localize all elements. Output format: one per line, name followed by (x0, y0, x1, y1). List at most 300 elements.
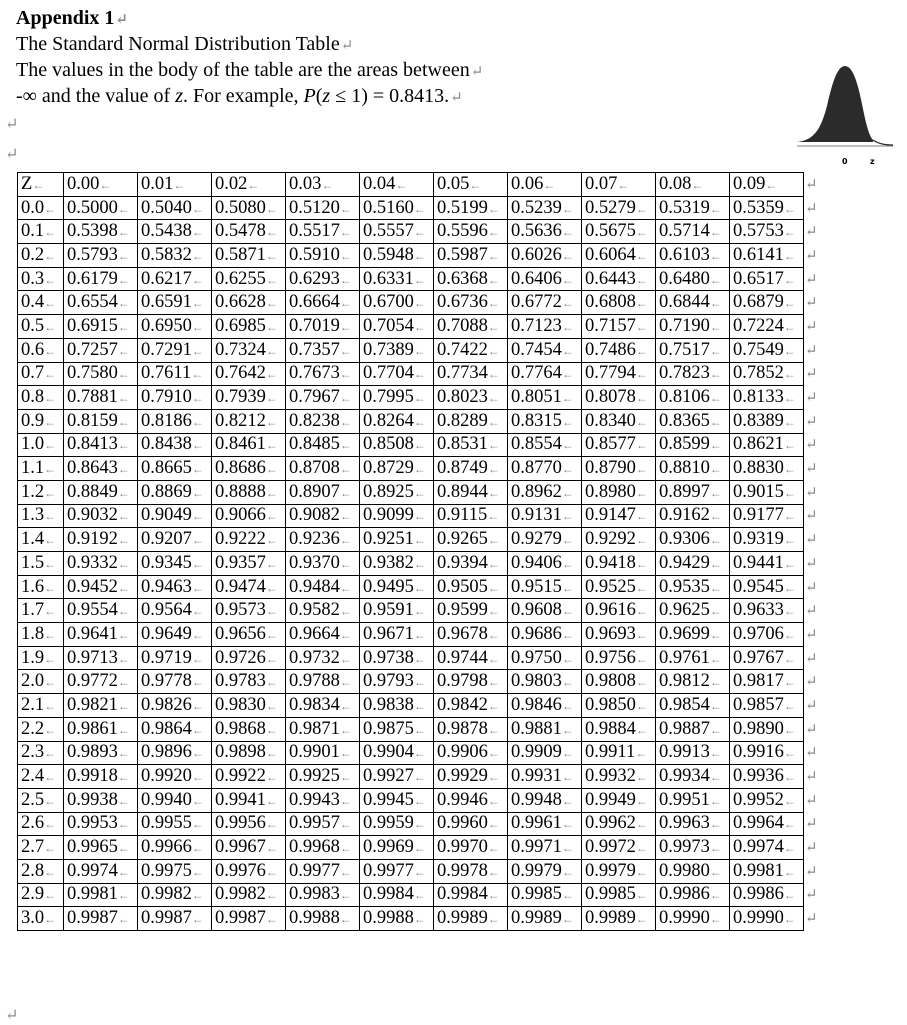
cell-end-mark: ← (783, 225, 796, 240)
table-cell: 0.8461← (212, 433, 286, 457)
table-cell: 0.5239← (508, 196, 582, 220)
cell-end-mark: ← (32, 177, 45, 192)
table-cell: 0.9956← (212, 812, 286, 836)
table-cell: 0.7794← (582, 362, 656, 386)
table-cell: 0.7389← (360, 338, 434, 362)
table-cell: 0.9463← (138, 575, 212, 599)
table-cell: 0.9979← (508, 859, 582, 883)
table-cell: 0.9608← (508, 599, 582, 623)
cell-end-mark: ← (635, 912, 648, 927)
table-cell: 0.9162← (656, 504, 730, 528)
table-cell: 0.6844← (656, 291, 730, 315)
cell-end-mark: ← (44, 651, 57, 666)
cell-end-mark: ← (783, 746, 796, 761)
cell-end-mark: ← (265, 580, 278, 595)
row-end-mark: ↵ (805, 816, 818, 833)
cell-end-mark: ← (487, 817, 500, 832)
table-cell: 0.8849← (64, 480, 138, 504)
table-cell: 0.6480← (656, 267, 730, 291)
cell-end-mark: ← (117, 414, 130, 429)
cell-end-mark: ← (339, 627, 352, 642)
cell-end-mark: ← (783, 817, 796, 832)
table-cell: 0.9535← (656, 575, 730, 599)
table-cell: 0.9953← (64, 812, 138, 836)
cell-end-mark: ← (117, 319, 130, 334)
table-cell: 0.8340← (582, 409, 656, 433)
cell-end-mark: ← (709, 485, 722, 500)
cell-end-mark: ← (339, 698, 352, 713)
cell-end-mark: ← (709, 367, 722, 382)
cell-end-mark: ← (191, 201, 204, 216)
table-cell: 0.7910← (138, 386, 212, 410)
table-cell: 0.8869← (138, 480, 212, 504)
column-header: 0.05← (434, 173, 508, 197)
table-cell: 0.9940← (138, 788, 212, 812)
table-cell: 0.5080← (212, 196, 286, 220)
cell-end-mark: ← (44, 746, 57, 761)
table-cell: 0.6736← (434, 291, 508, 315)
cell-end-mark: ← (265, 533, 278, 548)
table-cell: 0.9345← (138, 552, 212, 576)
table-cell: 0.9974← (730, 836, 804, 860)
cell-end-mark: ← (265, 225, 278, 240)
description-line-2: -∞ and the value of z. For example, P(z ≤ 1) = 0.8413.↵ (16, 85, 463, 107)
table-cell: 0.9066← (212, 504, 286, 528)
cell-end-mark: ← (191, 698, 204, 713)
cell-end-mark: ← (44, 248, 57, 263)
cell-end-mark: ← (783, 627, 796, 642)
cell-end-mark: ← (191, 343, 204, 358)
table-header-row (18, 173, 820, 197)
table-cell: 0.9918← (64, 765, 138, 789)
table-cell: 0.9976← (212, 859, 286, 883)
cell-end-mark: ← (487, 201, 500, 216)
table-cell: 0.9515← (508, 575, 582, 599)
cell-end-mark: ← (487, 675, 500, 690)
table-cell: 0.8944← (434, 480, 508, 504)
table-cell: 0.9370← (286, 552, 360, 576)
table-cell: 0.9984← (434, 883, 508, 907)
table-row (18, 859, 820, 883)
cell-end-mark: ← (413, 793, 426, 808)
table-cell: 0.9236← (286, 528, 360, 552)
table-cell: 0.9984← (360, 883, 434, 907)
cell-end-mark: ← (487, 770, 500, 785)
table-cell: 0.8554← (508, 433, 582, 457)
table-cell: 0.9951← (656, 788, 730, 812)
table-cell: 0.8577← (582, 433, 656, 457)
cell-end-mark: ← (191, 604, 204, 619)
cell-end-mark: ← (561, 722, 574, 737)
cell-end-mark: ← (783, 319, 796, 334)
cell-end-mark: ← (117, 817, 130, 832)
cell-end-mark: ← (191, 509, 204, 524)
cell-end-mark: ← (191, 746, 204, 761)
cell-end-mark: ← (44, 414, 57, 429)
row-end-mark: ↵ (805, 224, 818, 241)
table-cell: 0.9913← (656, 741, 730, 765)
cell-end-mark: ← (561, 462, 574, 477)
row-end-mark: ↵ (805, 603, 818, 620)
table-cell: 0.9292← (582, 528, 656, 552)
table-cell: 0.9931← (508, 765, 582, 789)
table-cell: 0.9633← (730, 599, 804, 623)
table-cell: 0.9932← (582, 765, 656, 789)
column-header: 0.06← (508, 173, 582, 197)
cell-end-mark: ← (561, 841, 574, 856)
table-cell: 0.9625← (656, 599, 730, 623)
table-cell: 0.9979← (582, 859, 656, 883)
cell-end-mark: ← (413, 556, 426, 571)
cell-end-mark: ← (191, 651, 204, 666)
table-cell: 0.9878← (434, 717, 508, 741)
table-cell: 0.9929← (434, 765, 508, 789)
table-cell: 0.7291← (138, 338, 212, 362)
cell-end-mark: ← (413, 888, 426, 903)
table-cell: 0.9686← (508, 623, 582, 647)
cell-end-mark: ← (635, 864, 648, 879)
cell-end-mark: ← (339, 912, 352, 927)
cell-end-mark: ← (339, 296, 352, 311)
cell-end-mark: ← (339, 817, 352, 832)
cell-end-mark: ← (561, 319, 574, 334)
cell-end-mark: ← (117, 367, 130, 382)
cell-end-mark: ← (561, 225, 574, 240)
table-cell: 0.9946← (434, 788, 508, 812)
table-cell: 0.9115← (434, 504, 508, 528)
table-cell: 0.9525← (582, 575, 656, 599)
table-cell: 0.9982← (138, 883, 212, 907)
row-z-value: 1.0← (18, 433, 64, 457)
cell-end-mark: ← (339, 391, 352, 406)
cell-end-mark: ← (339, 533, 352, 548)
table-cell: 0.9830← (212, 694, 286, 718)
table-cell: 0.9474← (212, 575, 286, 599)
table-cell: 0.9732← (286, 646, 360, 670)
row-z-value: 3.0← (18, 907, 64, 931)
table-cell: 0.9961← (508, 812, 582, 836)
cell-end-mark: ← (117, 864, 130, 879)
cell-end-mark: ← (44, 912, 57, 927)
table-cell: 0.8888← (212, 480, 286, 504)
row-z-value: 1.5← (18, 552, 64, 576)
cell-end-mark: ← (265, 888, 278, 903)
cell-end-mark: ← (265, 319, 278, 334)
cell-end-mark: ← (709, 225, 722, 240)
table-cell: 0.8365← (656, 409, 730, 433)
table-cell: 0.9798← (434, 670, 508, 694)
cell-end-mark: ← (413, 746, 426, 761)
table-row (18, 196, 820, 220)
table-cell: 0.8023← (434, 386, 508, 410)
table-cell: 0.5517← (286, 220, 360, 244)
row-z-value: 1.1← (18, 457, 64, 481)
cell-end-mark: ← (265, 462, 278, 477)
table-row (18, 457, 820, 481)
table-cell: 0.7939← (212, 386, 286, 410)
row-end-mark: ↵ (805, 461, 818, 478)
cell-end-mark: ← (783, 485, 796, 500)
cell-end-mark: ← (783, 391, 796, 406)
table-cell: 0.9049← (138, 504, 212, 528)
cell-end-mark: ← (709, 864, 722, 879)
table-cell: 0.5040← (138, 196, 212, 220)
table-cell: 0.8643← (64, 457, 138, 481)
cell-end-mark: ← (117, 438, 130, 453)
cell-end-mark: ← (117, 793, 130, 808)
cell-end-mark: ← (561, 272, 574, 287)
cell-end-mark: ← (265, 343, 278, 358)
cell-end-mark: ← (265, 485, 278, 500)
cell-end-mark: ← (709, 746, 722, 761)
cell-end-mark: ← (783, 248, 796, 263)
cell-end-mark: ← (265, 817, 278, 832)
cell-end-mark: ← (191, 225, 204, 240)
cell-end-mark: ← (339, 272, 352, 287)
cell-end-mark: ← (561, 509, 574, 524)
paragraph-mark: ↵ (450, 90, 463, 106)
cell-end-mark: ← (487, 509, 500, 524)
cell-end-mark: ← (413, 770, 426, 785)
table-cell: 0.8708← (286, 457, 360, 481)
cell-end-mark: ← (191, 272, 204, 287)
table-cell: 0.9973← (656, 836, 730, 860)
table-cell: 0.9975← (138, 859, 212, 883)
cell-end-mark: ← (117, 651, 130, 666)
cell-end-mark: ← (709, 296, 722, 311)
cell-end-mark: ← (561, 817, 574, 832)
table-row (18, 291, 820, 315)
cell-end-mark: ← (413, 698, 426, 713)
row-z-value: 0.7← (18, 362, 64, 386)
table-cell: 0.9898← (212, 741, 286, 765)
table-cell: 0.9990← (730, 907, 804, 931)
table-cell: 0.5793← (64, 244, 138, 268)
cell-end-mark: ← (709, 817, 722, 832)
cell-end-mark: ← (191, 391, 204, 406)
table-row (18, 528, 820, 552)
table-cell: 0.6103← (656, 244, 730, 268)
table-cell: 0.9826← (138, 694, 212, 718)
cell-end-mark: ← (635, 698, 648, 713)
cell-end-mark: ← (191, 438, 204, 453)
cell-end-mark: ← (487, 367, 500, 382)
cell-end-mark: ← (635, 414, 648, 429)
cell-end-mark: ← (339, 746, 352, 761)
cell-end-mark: ← (709, 841, 722, 856)
table-cell: 0.9972← (582, 836, 656, 860)
cell-end-mark: ← (117, 272, 130, 287)
table-cell: 0.8186← (138, 409, 212, 433)
row-z-value: 2.4← (18, 765, 64, 789)
cell-end-mark: ← (709, 319, 722, 334)
cell-end-mark: ← (191, 533, 204, 548)
table-cell: 0.9452← (64, 575, 138, 599)
cell-end-mark: ← (709, 248, 722, 263)
cell-end-mark: ← (191, 414, 204, 429)
row-z-value: 1.2← (18, 480, 64, 504)
row-z-value: 2.3← (18, 741, 64, 765)
table-cell: 0.5319← (656, 196, 730, 220)
cell-end-mark: ← (487, 225, 500, 240)
table-row (18, 883, 820, 907)
table-cell: 0.9495← (360, 575, 434, 599)
table-cell: 0.9649← (138, 623, 212, 647)
table-cell: 0.8830← (730, 457, 804, 481)
cell-end-mark: ← (635, 604, 648, 619)
table-cell: 0.7517← (656, 338, 730, 362)
cell-end-mark: ← (265, 367, 278, 382)
table-row (18, 220, 820, 244)
table-cell: 0.9968← (286, 836, 360, 860)
cell-end-mark: ← (191, 722, 204, 737)
table-cell: 0.8078← (582, 386, 656, 410)
cell-end-mark: ← (117, 201, 130, 216)
table-cell: 0.9767← (730, 646, 804, 670)
table-cell: 0.9938← (64, 788, 138, 812)
table-cell: 0.9916← (730, 741, 804, 765)
cell-end-mark: ← (635, 367, 648, 382)
row-z-value: 0.4← (18, 291, 64, 315)
cell-end-mark: ← (487, 438, 500, 453)
row-end-mark: ↵ (805, 271, 818, 288)
table-cell: 0.9977← (286, 859, 360, 883)
row-z-value: 1.8← (18, 623, 64, 647)
cell-end-mark: ← (709, 343, 722, 358)
table-cell: 0.6255← (212, 267, 286, 291)
cell-end-mark: ← (265, 438, 278, 453)
cell-end-mark: ← (783, 864, 796, 879)
table-cell: 0.6368← (434, 267, 508, 291)
table-cell: 0.8729← (360, 457, 434, 481)
cell-end-mark: ← (487, 533, 500, 548)
cell-end-mark: ← (635, 438, 648, 453)
row-end-mark: ↵ (805, 863, 818, 880)
cell-end-mark: ← (487, 793, 500, 808)
cell-end-mark: ← (265, 296, 278, 311)
cell-end-mark: ← (487, 651, 500, 666)
table-row (18, 338, 820, 362)
cell-end-mark: ← (339, 509, 352, 524)
cell-end-mark: ← (783, 533, 796, 548)
table-cell: 0.9857← (730, 694, 804, 718)
row-end-mark: ↵ (805, 555, 818, 572)
cell-end-mark: ← (783, 888, 796, 903)
cell-end-mark: ← (561, 438, 574, 453)
table-cell: 0.9418← (582, 552, 656, 576)
cell-end-mark: ← (117, 912, 130, 927)
table-cell: 0.9955← (138, 812, 212, 836)
cell-end-mark: ← (44, 533, 57, 548)
table-cell: 0.9983← (286, 883, 360, 907)
table-cell: 0.9756← (582, 646, 656, 670)
cell-end-mark: ← (413, 248, 426, 263)
cell-end-mark: ← (709, 770, 722, 785)
cell-end-mark: ← (44, 627, 57, 642)
cell-end-mark: ← (487, 698, 500, 713)
table-cell: 0.5279← (582, 196, 656, 220)
table-cell: 0.9678← (434, 623, 508, 647)
table-cell: 0.9936← (730, 765, 804, 789)
table-cell: 0.8238← (286, 409, 360, 433)
table-cell: 0.8621← (730, 433, 804, 457)
cell-end-mark: ← (709, 438, 722, 453)
row-z-value: 2.9← (18, 883, 64, 907)
table-row (18, 409, 820, 433)
table-cell: 0.7995← (360, 386, 434, 410)
table-cell: 0.8907← (286, 480, 360, 504)
cell-end-mark: ← (783, 793, 796, 808)
table-cell: 0.7422← (434, 338, 508, 362)
cell-end-mark: ← (783, 604, 796, 619)
cell-end-mark: ← (709, 651, 722, 666)
cell-end-mark: ← (265, 509, 278, 524)
curve-right-tail (873, 140, 893, 145)
row-end-mark: ↵ (805, 200, 818, 217)
table-row (18, 836, 820, 860)
table-cell: 0.9922← (212, 765, 286, 789)
table-row (18, 244, 820, 268)
table-row (18, 646, 820, 670)
table-cell: 0.9599← (434, 599, 508, 623)
cell-end-mark: ← (765, 177, 778, 192)
table-cell: 0.9850← (582, 694, 656, 718)
cell-end-mark: ← (783, 509, 796, 524)
table-cell: 0.6879← (730, 291, 804, 315)
table-cell: 0.9750← (508, 646, 582, 670)
table-cell: 0.9981← (730, 859, 804, 883)
table-row (18, 788, 820, 812)
cell-end-mark: ← (117, 698, 130, 713)
cell-end-mark: ← (783, 580, 796, 595)
cell-end-mark: ← (44, 462, 57, 477)
table-cell: 0.5359← (730, 196, 804, 220)
table-cell: 0.5675← (582, 220, 656, 244)
cell-end-mark: ← (173, 177, 186, 192)
table-cell: 0.7549← (730, 338, 804, 362)
cell-end-mark: ← (783, 343, 796, 358)
table-cell: 0.9082← (286, 504, 360, 528)
cell-end-mark: ← (561, 556, 574, 571)
table-cell: 0.7019← (286, 315, 360, 339)
row-z-value: 1.3← (18, 504, 64, 528)
cell-end-mark: ← (265, 272, 278, 287)
cell-end-mark: ← (413, 675, 426, 690)
cell-end-mark: ← (413, 343, 426, 358)
cell-end-mark: ← (635, 556, 648, 571)
column-header-z: Z← (18, 173, 64, 197)
cell-end-mark: ← (339, 888, 352, 903)
cell-end-mark: ← (413, 485, 426, 500)
description-line-1: The values in the body of the table are the areas between↵ (16, 59, 484, 81)
row-end-mark: ↵ (805, 745, 818, 762)
cell-end-mark: ← (339, 864, 352, 879)
table-cell: 0.9382← (360, 552, 434, 576)
table-cell: 0.5753← (730, 220, 804, 244)
row-end-mark: ↵ (805, 176, 818, 193)
table-cell: 0.9960← (434, 812, 508, 836)
table-cell: 0.9988← (286, 907, 360, 931)
row-z-value: 2.7← (18, 836, 64, 860)
table-cell: 0.9656← (212, 623, 286, 647)
cell-end-mark: ← (783, 698, 796, 713)
table-cell: 0.5596← (434, 220, 508, 244)
table-cell: 0.6517← (730, 267, 804, 291)
cell-end-mark: ← (783, 296, 796, 311)
cell-end-mark: ← (635, 201, 648, 216)
row-end-mark: ↵ (805, 579, 818, 596)
table-cell: 0.9803← (508, 670, 582, 694)
